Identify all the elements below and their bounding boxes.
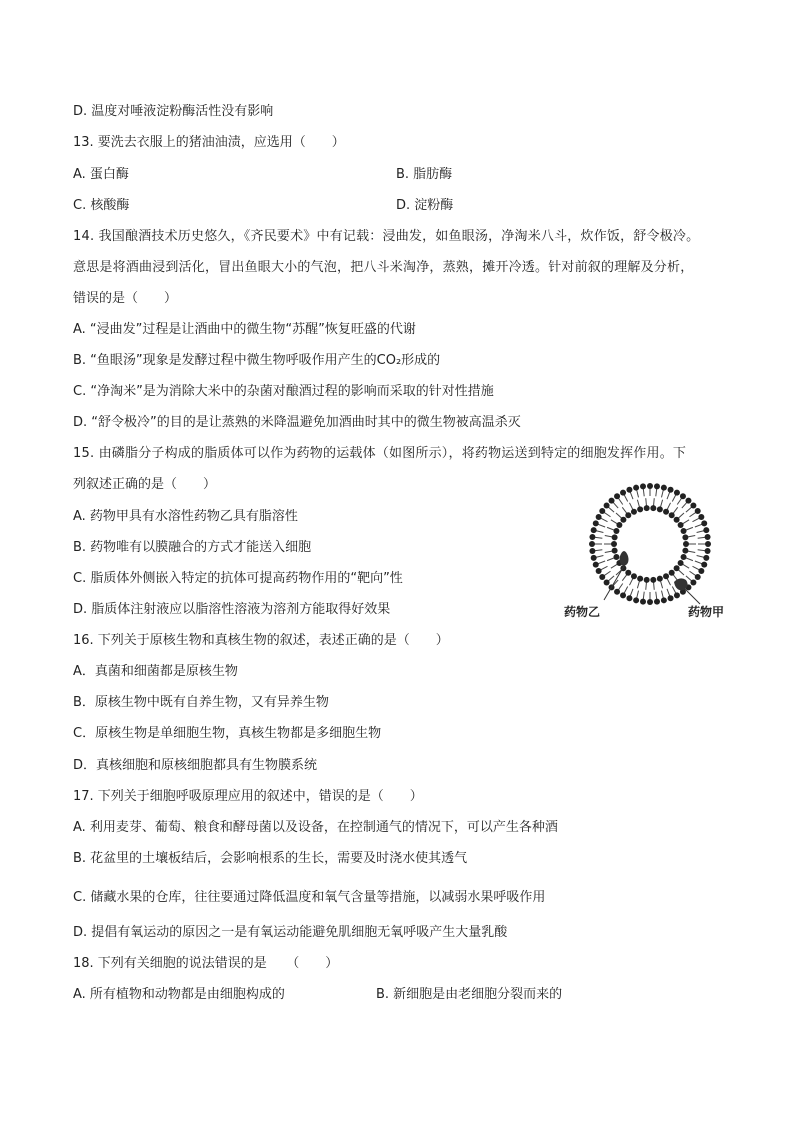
q15-option-b: B. 药物唯有以膜融合的方式才能送入细胞: [73, 540, 312, 555]
outer-phospholipid-head: [705, 541, 711, 547]
outer-phospholipid-head: [695, 574, 701, 580]
outer-phospholipid-head: [703, 527, 709, 533]
outer-phospholipid-head: [701, 520, 707, 526]
outer-phospholipid-head: [698, 568, 704, 574]
outer-phospholipid-head: [589, 548, 595, 554]
outer-phospholipid-head: [690, 503, 696, 509]
outer-phospholipid-head: [589, 534, 595, 540]
inner-phospholipid-head: [637, 576, 643, 582]
inner-phospholipid-head: [644, 577, 650, 583]
q18-stem: 18. 下列有关细胞的说法错误的是 （ ）: [73, 956, 339, 971]
q17-option-b: B. 花盆里的土壤板结后，会影响根系的生长，需要及时浇水使其透气: [73, 851, 468, 866]
inner-phospholipid-head: [681, 554, 687, 560]
inner-phospholipid-head: [669, 512, 675, 518]
outer-phospholipid-head: [654, 599, 660, 605]
outer-phospholipid-head: [661, 597, 667, 603]
q12-option-d: D. 温度对唾液淀粉酶活性没有影响: [73, 104, 274, 119]
inner-phospholipid-head: [657, 576, 663, 582]
outer-phospholipid-head: [640, 599, 646, 605]
liposome-figure: [560, 482, 740, 624]
q18-option-b: B. 新细胞是由老细胞分裂而来的: [376, 987, 563, 1002]
inner-phospholipid-head: [663, 573, 669, 579]
q17-option-d: D. 提倡有氧运动的原因之一是有氧运动能避免肌细胞无氧呼吸产生大量乳酸: [73, 925, 508, 940]
outer-phospholipid-head: [626, 595, 632, 601]
inner-phospholipid-head: [681, 528, 687, 534]
outer-phospholipid-head: [591, 555, 597, 561]
outer-phospholipid-head: [654, 483, 660, 489]
q13-option-a: A. 蛋白酶: [73, 167, 129, 182]
drug-jia-particle: [674, 578, 688, 590]
inner-phospholipid-head: [612, 548, 618, 554]
inner-phospholipid-head: [612, 534, 618, 540]
q14-option-a: A. “浸曲发”过程是让酒曲中的微生物“苏醒”恢复旺盛的代谢: [73, 322, 416, 337]
outer-phospholipid-head: [620, 490, 626, 496]
drug-yi-label: 药物乙: [564, 605, 601, 619]
inner-phospholipid-head: [683, 541, 689, 547]
inner-phospholipid-head: [674, 565, 680, 571]
q14-option-c: C. “净淘米”是为消除大米中的杂菌对酿酒过程的影响而采取的针对性措施: [73, 384, 494, 399]
inner-phospholipid-head: [657, 506, 663, 512]
q16-option-a: A．真菌和细菌都是原核生物: [73, 664, 238, 679]
outer-phospholipid-head: [633, 485, 639, 491]
inner-phospholipid-head: [674, 517, 680, 523]
q13-option-c: C. 核酸酶: [73, 198, 130, 213]
q17-option-a: A. 利用麦芽、葡萄、粮食和酵母菌以及设备，在控制通气的情况下，可以产生各种酒: [73, 820, 558, 835]
inner-phospholipid-head: [663, 509, 669, 515]
inner-phospholipid-head: [669, 570, 675, 576]
inner-phospholipid-head: [613, 554, 619, 560]
q18-option-a: A. 所有植物和动物都是由细胞构成的: [73, 987, 285, 1002]
inner-phospholipid-head: [625, 512, 631, 518]
inner-phospholipid-head: [613, 528, 619, 534]
outer-phospholipid-head: [640, 483, 646, 489]
q16-stem: 16. 下列关于原核生物和真核生物的叙述，表述正确的是（ ）: [73, 633, 449, 648]
outer-phospholipid-head: [705, 548, 711, 554]
outer-phospholipid-head: [593, 520, 599, 526]
inner-phospholipid-head: [620, 517, 626, 523]
q14-stem-line1: 14. 我国酿酒技术历史悠久，《齐民要术》中有记载：浸曲发，如鱼眼汤，净淘米八斗，炊作饭，舒令极冷。: [73, 229, 700, 244]
inner-phospholipid-head: [631, 509, 637, 515]
q13-stem: 13. 要洗去衣服上的猪油油渍，应选用（ ）: [73, 135, 345, 150]
outer-phospholipid-head: [674, 490, 680, 496]
outer-phospholipid-head: [668, 595, 674, 601]
outer-phospholipid-head: [647, 599, 653, 605]
outer-phospholipid-head: [685, 498, 691, 504]
inner-phospholipid-head: [682, 548, 688, 554]
outer-phospholipid-head: [701, 562, 707, 568]
inner-phospholipid-head: [650, 505, 656, 511]
q17-stem: 17. 下列关于细胞呼吸原理应用的叙述中，错误的是（ ）: [73, 789, 423, 804]
outer-phospholipid-head: [591, 527, 597, 533]
inner-phospholipid-head: [678, 522, 684, 528]
drug-jia-label: 药物甲: [688, 605, 725, 619]
outer-phospholipid-head: [674, 592, 680, 598]
outer-phospholipid-head: [599, 574, 605, 580]
q14-option-b: B. “鱼眼汤”现象是发酵过程中微生物呼吸作用产生的CO₂形成的: [73, 353, 441, 368]
outer-phospholipid-head: [596, 514, 602, 520]
q16-option-b: B．原核生物中既有自养生物，又有异养生物: [73, 695, 329, 710]
q13-option-b: B. 脂肪酶: [396, 167, 453, 182]
inner-phospholipid-head: [637, 506, 643, 512]
q14-stem-line3: 错误的是（ ）: [73, 291, 178, 306]
outer-phospholipid-head: [596, 568, 602, 574]
liposome-diagram: [560, 482, 740, 624]
q15-option-c: C. 脂质体外侧嵌入特定的抗体可提高药物作用的“靶向”性: [73, 571, 403, 586]
q15-stem-line1: 15. 由磷脂分子构成的脂质体可以作为药物的运载体（如图所示），将药物运送到特定的细胞发挥作用。下: [73, 446, 687, 461]
outer-phospholipid-head: [661, 485, 667, 491]
outer-phospholipid-head: [703, 555, 709, 561]
outer-phospholipid-head: [604, 503, 610, 509]
outer-phospholipid-head: [614, 589, 620, 595]
outer-phospholipid-head: [633, 597, 639, 603]
outer-phospholipid-head: [705, 534, 711, 540]
outer-phospholipid-head: [589, 541, 595, 547]
outer-phospholipid-head: [690, 579, 696, 585]
q15-option-a: A. 药物甲具有水溶性药物乙具有脂溶性: [73, 509, 298, 524]
outer-phospholipid-head: [620, 592, 626, 598]
outer-phospholipid-head: [599, 508, 605, 514]
drug-yi-particle: [620, 551, 629, 566]
inner-phospholipid-head: [631, 573, 637, 579]
inner-phospholipid-head: [611, 541, 617, 547]
q15-option-d: D. 脂质体注射液应以脂溶性溶液为溶剂方能取得好效果: [73, 602, 391, 617]
outer-phospholipid-head: [668, 487, 674, 493]
outer-phospholipid-head: [593, 562, 599, 568]
outer-phospholipid-head: [647, 483, 653, 489]
outer-phospholipid-head: [609, 498, 615, 504]
q17-option-c: C. 储藏水果的仓库，往往要通过降低温度和氧气含量等措施，以减弱水果呼吸作用: [73, 890, 546, 905]
inner-phospholipid-head: [616, 522, 622, 528]
outer-phospholipid-head: [626, 487, 632, 493]
outer-phospholipid-head: [614, 493, 620, 499]
q14-stem-line2: 意思是将酒曲浸到活化，冒出鱼眼大小的气泡，把八斗米淘净，蒸熟，摊开冷透。针对前叙的理解及分析，: [73, 260, 694, 275]
inner-phospholipid-head: [650, 577, 656, 583]
q16-option-d: D．真核细胞和原核细胞都具有生物膜系统: [73, 758, 318, 773]
outer-phospholipid-head: [695, 508, 701, 514]
inner-phospholipid-head: [678, 560, 684, 566]
inner-phospholipid-head: [644, 505, 650, 511]
inner-phospholipid-head: [682, 534, 688, 540]
q13-option-d: D. 淀粉酶: [396, 198, 454, 213]
inner-phospholipid-head: [625, 570, 631, 576]
q15-stem-line2: 列叙述正确的是（ ）: [73, 477, 217, 492]
outer-phospholipid-head: [698, 514, 704, 520]
outer-phospholipid-head: [680, 493, 686, 499]
outer-phospholipid-head: [604, 579, 610, 585]
q16-option-c: C．原核生物是单细胞生物，真核生物都是多细胞生物: [73, 726, 382, 741]
q14-option-d: D. “舒令极冷”的目的是让蒸熟的米降温避免加酒曲时其中的微生物被高温杀灭: [73, 415, 521, 430]
